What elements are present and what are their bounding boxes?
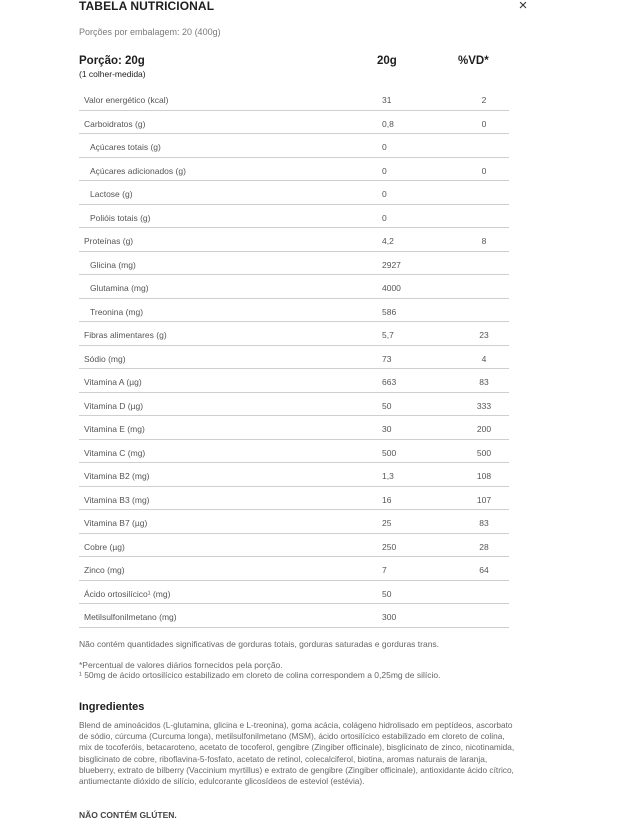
nutrient-amount: 7: [382, 565, 387, 575]
nutrient-amount: 300: [382, 612, 397, 622]
ingredients-title: Ingredientes: [79, 701, 145, 713]
table-row: [79, 87, 509, 111]
nutrient-name: Vitamina B7 (µg): [84, 518, 148, 528]
nutrient-amount: 0: [382, 165, 387, 176]
nutrient-amount: 31: [382, 95, 392, 105]
table-row: [79, 111, 509, 135]
nutrient-name: Ácido ortosilícico¹ (mg): [84, 588, 171, 599]
nutrient-dv: 8: [481, 236, 487, 246]
nutrient-name: Açúcares totais (g): [90, 142, 161, 152]
table-row: [79, 346, 509, 370]
table-row: [79, 252, 509, 276]
nutrient-dv: 64: [479, 565, 489, 575]
table-row: [79, 463, 509, 487]
nutrient-name: Metilsulfonilmetano (mg): [84, 612, 177, 622]
nutrient-dv: 83: [479, 518, 489, 528]
nutrient-amount: 0: [382, 212, 387, 223]
table-row: [79, 440, 509, 464]
insignificant-note: Não contém quantidades significativas de gorduras totais, gorduras saturadas e gorduras trans.: [79, 639, 440, 649]
amount-column-header: 20g: [377, 55, 397, 67]
table-row: [79, 487, 509, 511]
close-icon[interactable]: ×: [518, 0, 528, 14]
nutrient-amount: 0: [382, 189, 387, 199]
table-row: [79, 510, 509, 534]
table-row: [79, 275, 509, 299]
table-row: [79, 604, 509, 628]
nutrient-name: Sódio (mg): [84, 353, 126, 364]
table-header: [79, 55, 509, 85]
nutrient-name: Vitamina A (µg): [84, 377, 142, 387]
dv-footnote: *Percentual de valores diários fornecidos pela porção.: [79, 660, 283, 670]
nutrient-name: Zinco (mg): [84, 565, 125, 575]
nutrient-amount: 663: [382, 377, 397, 387]
ingredients-text: Blend de aminoácidos (L-glutamina, glicina e L-treonina), goma acácia, colágeno hidrolisado em peptídeos, ascorbato de sódio, cúrcuma (Curcuma longa), metilsulfonilmetano (MSM), ácido ortosilícico estabilizado em cloreto de colina, mix de tocoferóis, betacaroteno, acetato de tocoferol, gengibre (Zingiber officinale), bisglicinato de zinco, nicotinamida, bisglicinato de cobre, riboflavina-5-fosfato, acetato de retinol, colecalciferol, biotina, aromas naturais de laranja, blueberry, extrato de bilberry (Vaccinium myrtillus) e extrato de gengibre (Zingiber officinale), antioxidante ácido cítrico, antiumectante dióxido de silício, edulcorante glicosídeos de esteviol (estévia).: [79, 720, 515, 787]
nutrient-amount: 0: [382, 142, 387, 152]
nutrient-amount: 500: [382, 447, 397, 458]
nutrient-dv: 333: [476, 400, 492, 411]
nutrient-amount: 1,3: [382, 471, 394, 481]
nutrient-amount: 25: [382, 518, 392, 528]
table-row: [79, 322, 509, 346]
servings-per-package: Porções por embalagem: 20 (400g): [79, 27, 221, 37]
nutrient-dv: 0: [481, 118, 487, 129]
nutrition-table: [79, 87, 509, 628]
table-row: [79, 369, 509, 393]
nutrient-amount: 2927: [382, 259, 401, 270]
nutrient-dv: 500: [476, 447, 492, 458]
nutrient-amount: 30: [382, 424, 392, 434]
table-row: [79, 299, 509, 323]
nutrient-name: Vitamina D (µg): [84, 400, 144, 411]
nutrient-dv: 23: [479, 330, 489, 340]
table-row: [79, 534, 509, 558]
nutrient-name: Proteínas (g): [84, 236, 134, 246]
modal-title: TABELA NUTRICIONAL: [79, 0, 215, 13]
nutrient-name: Carboidratos (g): [84, 118, 146, 129]
nutrient-amount: 50: [382, 400, 392, 411]
nutrient-dv: 200: [476, 424, 492, 434]
portion-label: Porção: 20g: [79, 55, 145, 67]
table-row: [79, 181, 509, 205]
nutrient-name: Vitamina B2 (mg): [84, 471, 150, 481]
nutrient-amount: 250: [382, 541, 397, 552]
nutrient-dv: 4: [481, 353, 487, 364]
nutrient-dv: 0: [481, 165, 487, 176]
table-row: [79, 416, 509, 440]
table-row: [79, 205, 509, 229]
table-row: [79, 393, 509, 417]
silicon-footnote: ¹ 50mg de ácido ortosilícico estabilizado em cloreto de colina correspondem a 0,25mg de silício.: [79, 670, 441, 680]
gluten-notice: NÃO CONTÉM GLÚTEN.: [79, 810, 177, 820]
nutrient-amount: 50: [382, 588, 392, 599]
nutrient-name: Polióis totais (g): [90, 212, 151, 223]
nutrient-amount: 5,7: [382, 330, 394, 340]
nutrient-amount: 73: [382, 353, 392, 364]
nutrient-name: Lactose (g): [90, 189, 133, 199]
table-row: [79, 134, 509, 158]
nutrient-name: Valor energético (kcal): [84, 95, 169, 105]
nutrient-dv: 83: [479, 377, 489, 387]
table-row: [79, 581, 509, 605]
nutrient-amount: 4000: [382, 283, 401, 293]
nutrient-name: Vitamina B3 (mg): [84, 494, 150, 505]
nutrient-dv: 108: [476, 471, 492, 481]
nutrient-name: Açúcares adicionados (g): [90, 165, 186, 176]
table-row: [79, 228, 509, 252]
nutrient-dv: 28: [479, 541, 489, 552]
nutrient-name: Vitamina E (mg): [84, 424, 145, 434]
nutrient-name: Glutamina (mg): [90, 283, 149, 293]
nutrient-name: Vitamina C (mg): [84, 447, 146, 458]
table-row: [79, 557, 509, 581]
nutrient-name: Treonina (mg): [90, 306, 144, 317]
nutrient-amount: 16: [382, 494, 392, 505]
nutrient-amount: 4,2: [382, 236, 394, 246]
nutrient-amount: 0,8: [382, 118, 394, 129]
nutrient-dv: 107: [476, 494, 492, 505]
portion-sub-label: (1 colher-medida): [79, 69, 146, 79]
nutrient-name: Glicina (mg): [90, 259, 136, 270]
table-row: [79, 158, 509, 182]
nutrient-amount: 586: [382, 306, 397, 317]
nutrient-name: Fibras alimentares (g): [84, 330, 167, 340]
nutrient-dv: 2: [481, 95, 487, 105]
nutrient-name: Cobre (µg): [84, 541, 125, 552]
dv-column-header: %VD*: [458, 55, 489, 67]
